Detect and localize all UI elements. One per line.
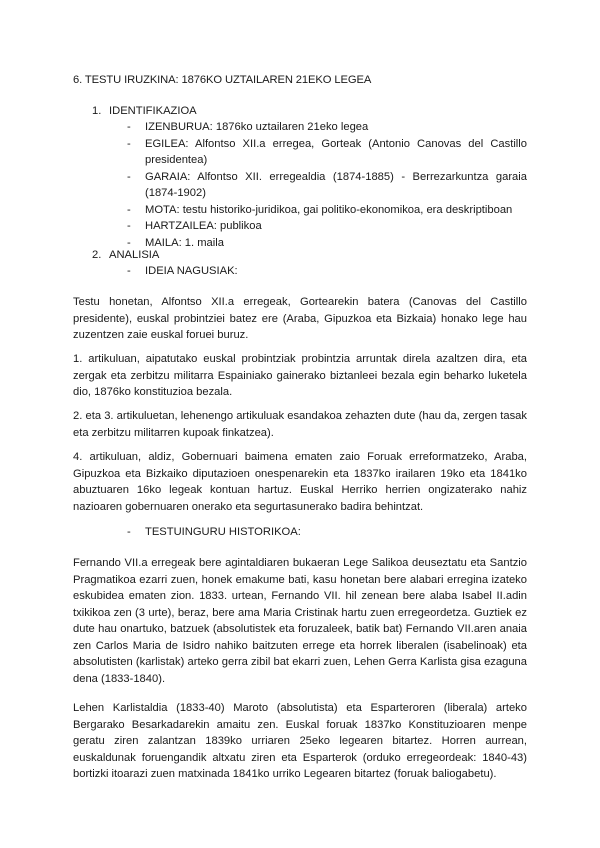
paragraph-articles-2-3: 2. eta 3. artikuluetan, lehenengo artikuluak esandakoa zehazten dute (hau da, zergen tasak eta zerbitzu militarren kupoak finkatzea).	[73, 410, 527, 439]
paragraph-history-2: Lehen Karlistaldia (1833-40) Maroto (absolutista) eta Esparteroren (liberala) arteko Bergarako Besarkadarekin amaitu zen. Euskal foruak 1837ko Konstituzioaren menpe geratu ziren zalantzan 1839ko urriaren 25eko legearen bitartez. Horren aurrean, euskaldunak foruengandik altxatu ziren eta Esparterok (orduko erregeordeak: 1840-43) bortizki itoarazi zuen matxinada 1841ko urriko Legearen bitartez (foruak baliogabetu).	[73, 702, 527, 780]
subsection-heading: - TESTUINGURU HISTORIKOA:	[127, 524, 527, 541]
paragraph-intro: Testu honetan, Alfontso XII.a erregeak, Gortearekin batera (Canovas del Castillo presidente), euskal probintziei batez ere (Araba, Gipuzkoa eta Bizkaia) honako lege hau zuzentzen zaie euskal foruei buruz.	[73, 296, 527, 341]
list-item-egilea: - EGILEA: Alfontso XII.a erregea, Gorteak (Antonio Canovas del Castillo presidentea)	[127, 137, 527, 166]
dash-bullet: -	[127, 236, 131, 249]
list-item-maila: - MAILA: 1. maila	[127, 235, 527, 252]
section-title: ANALISIA	[109, 249, 160, 261]
section-title: IDENTIFIKAZIOA	[109, 105, 197, 117]
section-identifikazioa-heading	[92, 103, 532, 120]
list-item-mota: - MOTA: testu historiko-juridikoa, gai politiko-ekonomikoa, era deskriptiboan	[127, 202, 527, 219]
document-title: 6. TESTU IRUZKINA: 1876KO UZTAILAREN 21EKO LEGEA	[73, 74, 372, 86]
section-number: 1.	[92, 105, 102, 117]
section-number: 2.	[92, 249, 102, 261]
paragraph-history-1: Fernando VII.a erregeak bere agintaldiaren bukaeran Lege Salikoa deuseztatu eta Santzio Pragmatikoa ezarri zuen, honek emakume bati, kasu honetan bere alabari erregina izateko eskubidea ematen zion. 1833. urtean, Fernando VII. hil zenean bere alaba Isabel II.adin txikikoa zen (3 urte), beraz, bere ama Maria Cristinak hartu zuen erregeordetza. Guztiek ez dute hau onartuko, batzuek (absolutistek eta foruzaleek, batik bat) Fernando VII.aren anaia zen Carlos Maria de Isidro nahiko baitzuten errege eta horrek liberalen (isabelinoak) eta absolutisten (karlistak) arteko gerra zibil bat ekarri zuen, Lehen Gerra Karlista gisa ezaguna dena (1833-1840).	[73, 557, 527, 685]
paragraph-article-4: 4. artikuluan, aldiz, Gobernuari baimena ematen zaio Foruak erreformatzeko, Araba, Gipuzkoa eta Bizkaiko diputazioen onespenarekin eta 1837ko irailaren 19ko eta 1841ko abuztuaren 16ko legeak kontuan hartuz. Euskal Herriko herrien ongizaterako nahiz nazioaren gobernuaren onerako eta segurtasunerako badira behintzat.	[73, 451, 527, 513]
dash-bullet: -	[127, 121, 131, 133]
dash-bullet: -	[127, 220, 131, 232]
list-item-hartzailea: - HARTZAILEA: publikoa	[127, 218, 527, 235]
paragraph-article-1: 1. artikuluan, aipatutako euskal probintziak probintzia arruntak direla azaltzen dira, eta zergak eta zerbitzu militarra Espainiako gainerako biztanleei bezala egin beharko luketela dio, 1876ko konstituzioa bezala.	[73, 353, 527, 398]
list-item-izenburua: - IZENBURUA: 1876ko uztailaren 21eko legea	[127, 119, 527, 136]
dash-bullet: -	[127, 526, 131, 538]
subsection-heading: - IDEIA NAGUSIAK:	[127, 263, 527, 280]
dash-bullet: -	[127, 203, 131, 216]
dash-bullet: -	[127, 170, 131, 183]
section-analisia-heading	[92, 247, 532, 264]
subsection-ideia-nagusiak	[127, 263, 527, 280]
dash-bullet: -	[127, 265, 131, 277]
identification-list	[127, 119, 527, 251]
dash-bullet: -	[127, 137, 131, 150]
list-item-garaia: - GARAIA: Alfontso XII. erregealdia (1874-1885) - Berrezarkuntza garaia (1874-1902)	[127, 170, 527, 199]
subsection-testuinguru-historikoa	[127, 524, 527, 541]
